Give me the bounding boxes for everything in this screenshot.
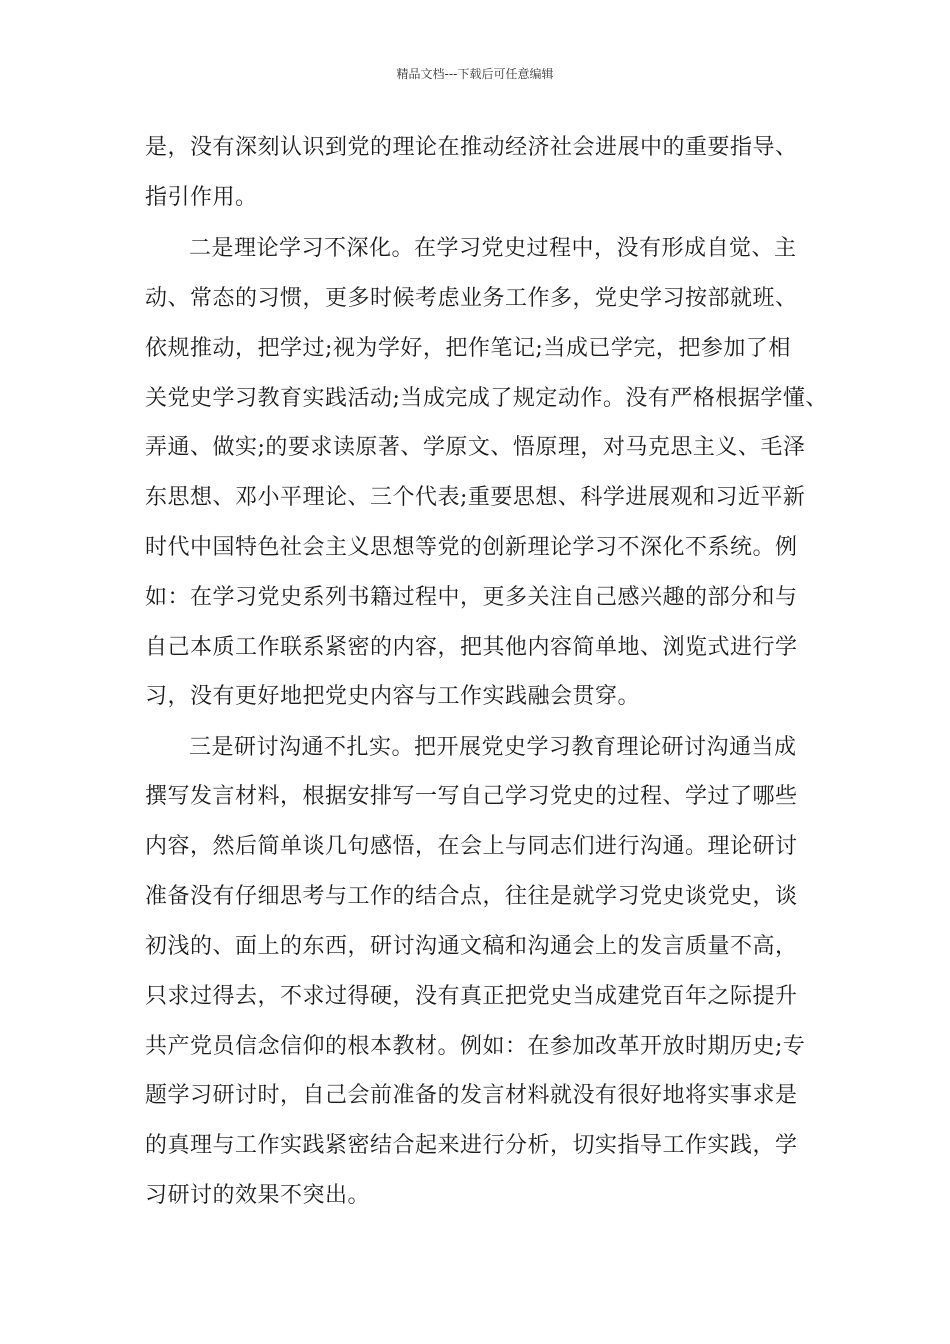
body-line: 习研讨的效果不突出。 xyxy=(145,1183,371,1208)
body-line: 自己本质工作联系紧密的内容，把其他内容简单地、浏览式进行学 xyxy=(145,635,798,660)
page-header: 精品文档---下载后可任意编辑 xyxy=(396,67,554,81)
body-line: 东思想、邓小平理论、三个代表;重要思想、科学进展观和习近平新 xyxy=(145,485,806,510)
body-line: 题学习研讨时，自己会前准备的发言材料就没有很好地将实事求是 xyxy=(145,1083,798,1108)
body-line: 撰写发言材料，根据安排写一写自己学习党史的过程、学过了哪些 xyxy=(145,784,798,809)
body-line: 准备没有仔细思考与工作的结合点，往往是就学习党史谈党史，谈 xyxy=(145,884,798,909)
body-line: 关党史学习教育实践活动;当成完成了规定动作。没有严格根据学懂、 xyxy=(145,386,828,411)
body-line: 共产党员信念信仰的根本教材。例如：在参加改革开放时期历史;专 xyxy=(145,1034,806,1059)
paragraph-start-line: 二是理论学习不深化。在学习党史过程中，没有形成自觉、主 xyxy=(189,236,797,261)
body-line: 内容，然后简单谈几句感悟，在会上与同志们进行沟通。理论研讨 xyxy=(145,834,798,859)
body-line: 弄通、做实;的要求读原著、学原文、悟原理，对马克思主义、毛泽 xyxy=(145,435,806,460)
body-line: 只求过得去，不求过得硬，没有真正把党史当成建党百年之际提升 xyxy=(145,984,798,1009)
body-line: 动、常态的习惯，更多时候考虑业务工作多，党史学习按部就班、 xyxy=(145,286,798,311)
body-line: 习，没有更好地把党史内容与工作实践融会贯穿。 xyxy=(145,684,641,709)
paragraph-start-line: 三是研讨沟通不扎实。把开展党史学习教育理论研讨沟通当成 xyxy=(189,735,797,760)
body-line: 指引作用。 xyxy=(145,185,258,210)
body-line: 时代中国特色社会主义思想等党的创新理论学习不深化不系统。例 xyxy=(145,535,798,560)
body-line: 是，没有深刻认识到党的理论在推动经济社会进展中的重要指导、 xyxy=(145,135,798,160)
body-line: 初浅的、面上的东西，研讨沟通文稿和沟通会上的发言质量不高， xyxy=(145,934,798,959)
body-line: 依规推动，把学过;视为学好，把作笔记;当成已学完，把参加了相 xyxy=(145,336,791,361)
body-line: 如：在学习党史系列书籍过程中，更多关注自己感兴趣的部分和与 xyxy=(145,585,798,610)
body-line: 的真理与工作实践紧密结合起来进行分析，切实指导工作实践，学 xyxy=(145,1133,798,1158)
